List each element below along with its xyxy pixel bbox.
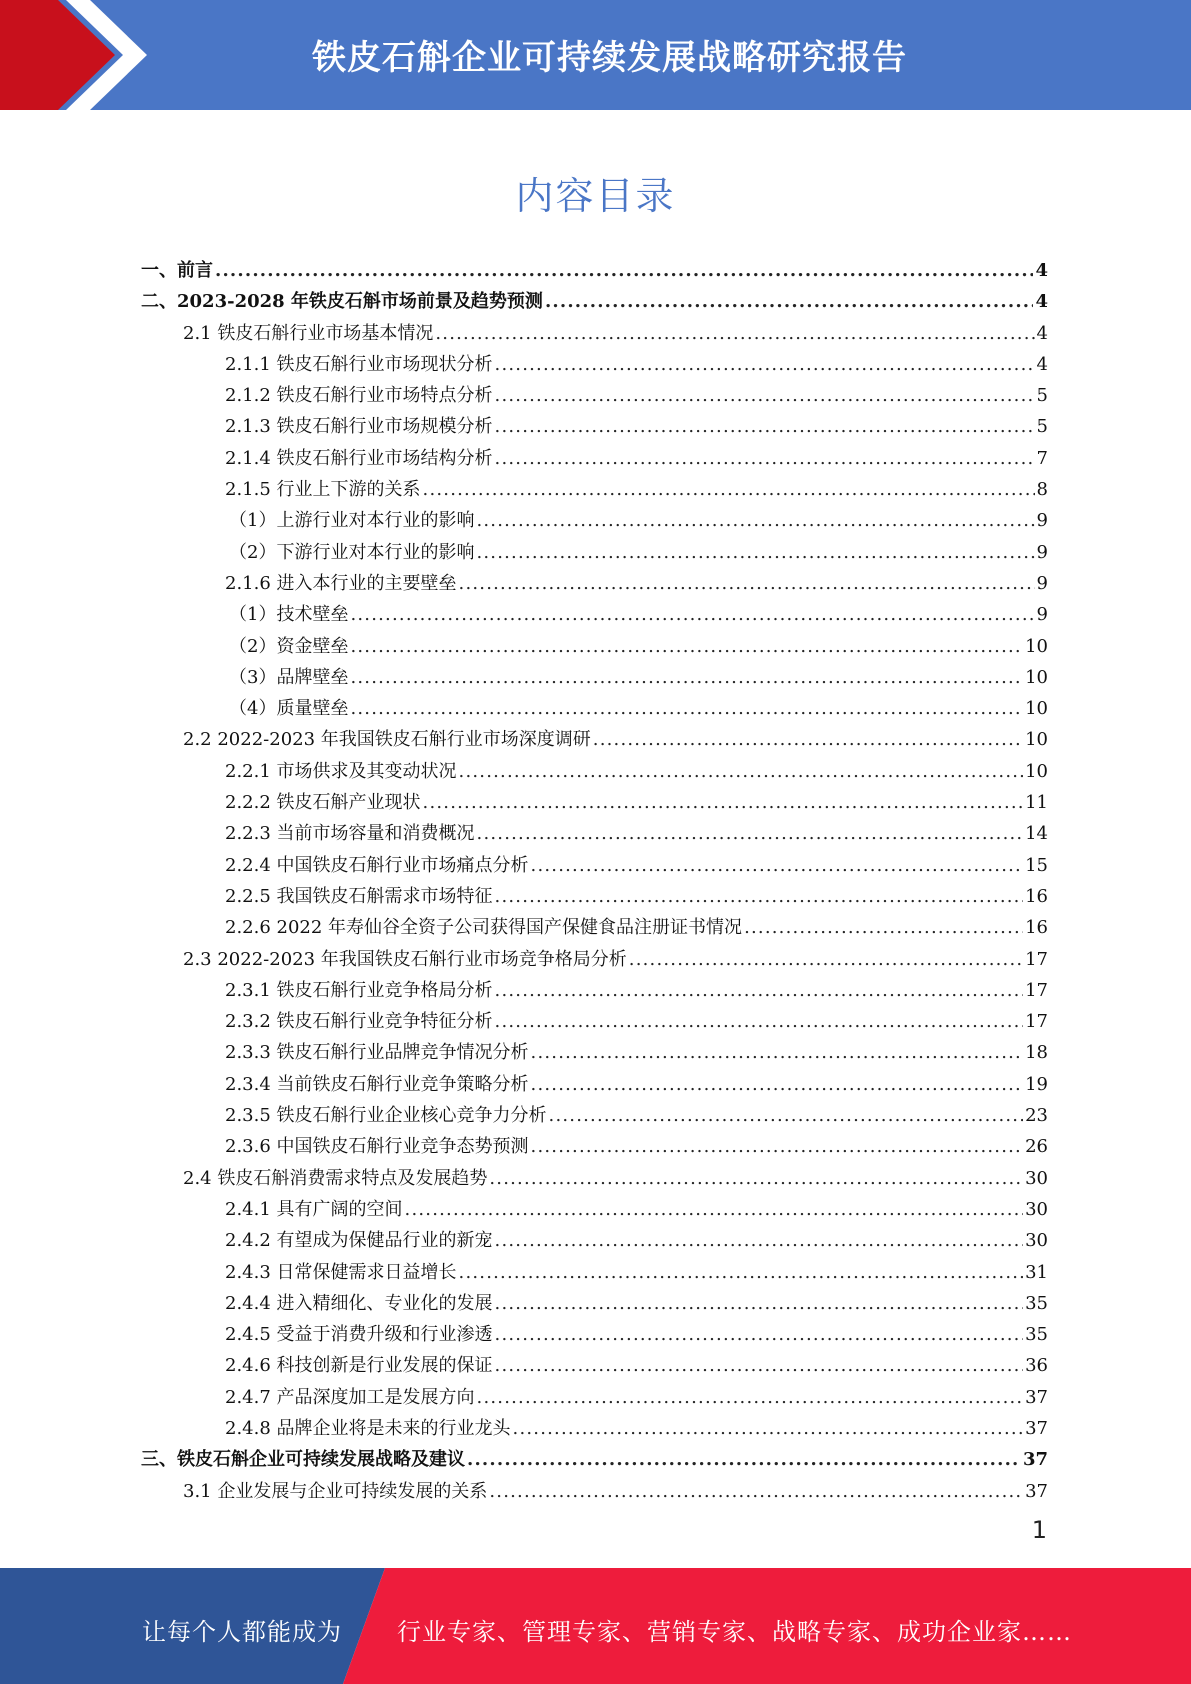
toc-entry[interactable] xyxy=(141,1069,1048,1100)
toc-entry-label: 一、前言 xyxy=(141,260,213,281)
toc-dot-leader xyxy=(495,443,1035,474)
toc-entry-label: 2.2.6 2022 年寿仙谷全资子公司获得国产保健食品注册证书情况 xyxy=(225,917,743,939)
toc-entry-page: 26 xyxy=(1025,1136,1048,1158)
toc-entry-page: 4 xyxy=(1036,322,1048,344)
toc-entry[interactable] xyxy=(141,443,1048,474)
toc-dot-leader xyxy=(405,1194,1024,1225)
toc-entry[interactable] xyxy=(141,474,1048,505)
toc-entry[interactable] xyxy=(141,1476,1048,1507)
toc-entry[interactable] xyxy=(141,1225,1048,1256)
toc-entry[interactable] xyxy=(141,1350,1048,1381)
toc-entry-label: 二、2023-2028 年铁皮石斛市场前景及趋势预测 xyxy=(141,291,543,313)
toc-entry-label: 2.1 铁皮石斛行业市场基本情况 xyxy=(183,322,434,344)
toc-entry-label: 2.1.3 铁皮石斛行业市场规模分析 xyxy=(225,416,493,438)
toc-entry-label: 2.3.3 铁皮石斛行业品牌竞争情况分析 xyxy=(225,1042,529,1064)
toc-dot-leader xyxy=(477,818,1024,849)
toc-dot-leader xyxy=(423,787,1024,818)
toc-entry[interactable] xyxy=(141,662,1048,693)
toc-entry-label: 2.4.8 品牌企业将是未来的行业龙头 xyxy=(225,1417,511,1439)
footer-slogan-right: 行业专家、管理专家、营销专家、战略专家、成功企业家…… xyxy=(397,1618,1072,1646)
toc-dot-leader xyxy=(489,1163,1023,1194)
toc-entry[interactable] xyxy=(141,881,1048,912)
toc-dot-leader xyxy=(459,568,1035,599)
toc-entry-label: 2.3.2 铁皮石斛行业竞争特征分析 xyxy=(225,1011,493,1033)
toc-entry-page: 16 xyxy=(1025,885,1048,907)
toc-entry-label: 2.4.5 受益于消费升级和行业渗透 xyxy=(225,1324,493,1346)
toc-entry-label: 2.2.1 市场供求及其变动状况 xyxy=(225,760,457,782)
toc-entry[interactable] xyxy=(141,944,1048,975)
toc-entry-label: 2.3.5 铁皮石斛行业企业核心竞争力分析 xyxy=(225,1105,547,1127)
toc-entry-page: 19 xyxy=(1025,1073,1048,1095)
toc-entry[interactable] xyxy=(141,1413,1048,1444)
toc-entry-label: 2.4.6 科技创新是行业发展的保证 xyxy=(225,1355,493,1377)
toc-entry-page: 4 xyxy=(1035,260,1048,281)
toc-dot-leader xyxy=(545,286,1034,317)
toc-entry-label: 2.2.5 我国铁皮石斛需求市场特征 xyxy=(225,885,493,907)
toc-dot-leader xyxy=(593,724,1023,755)
toc-entry-label: 2.1.5 行业上下游的关系 xyxy=(225,479,421,501)
toc-entry-page: 37 xyxy=(1025,1386,1048,1408)
toc-entry[interactable] xyxy=(141,318,1048,349)
toc-entry-label: （2）下游行业对本行业的影响 xyxy=(229,541,475,563)
toc-entry-page: 9 xyxy=(1036,541,1048,563)
toc-dot-leader xyxy=(489,1476,1023,1507)
toc-dot-leader xyxy=(350,693,1023,724)
toc-entry[interactable] xyxy=(141,975,1048,1006)
toc-entry-page: 37 xyxy=(1025,1417,1048,1439)
toc-dot-leader xyxy=(495,1006,1024,1037)
toc-entry[interactable] xyxy=(141,537,1048,568)
toc-heading: 内容目录 xyxy=(515,174,676,218)
toc-entry[interactable] xyxy=(141,1257,1048,1288)
toc-dot-leader xyxy=(531,850,1024,881)
toc-entry-page: 10 xyxy=(1025,729,1048,751)
toc-entry-label: 2.1.1 铁皮石斛行业市场现状分析 xyxy=(225,353,493,375)
toc-entry[interactable] xyxy=(141,1288,1048,1319)
toc-entry[interactable] xyxy=(141,756,1048,787)
toc-entry-page: 7 xyxy=(1036,447,1048,469)
toc-entry-label: 2.1.4 铁皮石斛行业市场结构分析 xyxy=(225,447,493,469)
toc-entry-page: 36 xyxy=(1025,1355,1048,1377)
toc-entry-label: 2.3.6 中国铁皮石斛行业竞争态势预测 xyxy=(225,1136,529,1158)
toc-entry[interactable] xyxy=(141,1319,1048,1350)
toc-entry-page: 4 xyxy=(1036,353,1048,375)
toc-dot-leader xyxy=(435,318,1034,349)
toc-dot-leader xyxy=(629,944,1023,975)
toc-entry[interactable] xyxy=(141,1100,1048,1131)
toc-entry-page: 30 xyxy=(1025,1230,1048,1252)
toc-entry-page: 5 xyxy=(1036,385,1048,407)
toc-entry-label: 2.3.1 铁皮石斛行业竞争格局分析 xyxy=(225,979,493,1001)
toc-dot-leader xyxy=(476,537,1034,568)
toc-entry-label: 2.1.6 进入本行业的主要壁垒 xyxy=(225,572,457,594)
toc-entry-label: 三、铁皮石斛企业可持续发展战略及建议 xyxy=(141,1449,465,1471)
toc-entry-page: 10 xyxy=(1025,666,1048,688)
toc-dot-leader xyxy=(495,349,1035,380)
toc-dot-leader xyxy=(513,1413,1024,1444)
toc-entry[interactable] xyxy=(141,1382,1048,1413)
toc-entry-page: 23 xyxy=(1025,1105,1048,1127)
toc-entry-label: 2.4.2 有望成为保健品行业的新宠 xyxy=(225,1230,493,1252)
toc-entry-page: 4 xyxy=(1035,291,1048,313)
toc-dot-leader xyxy=(495,881,1024,912)
toc-entry-label: 2.2.4 中国铁皮石斛行业市场痛点分析 xyxy=(225,854,529,876)
toc-dot-leader xyxy=(495,380,1035,411)
toc-dot-leader xyxy=(531,1131,1024,1162)
header-banner xyxy=(0,0,1191,110)
toc-entry[interactable] xyxy=(141,1131,1048,1162)
toc-entry[interactable] xyxy=(141,912,1048,943)
toc-dot-leader xyxy=(495,411,1035,442)
toc-dot-leader xyxy=(531,1069,1024,1100)
toc-entry-label: 2.1.2 铁皮石斛行业市场特点分析 xyxy=(225,385,493,407)
toc-entry[interactable] xyxy=(141,411,1048,442)
toc-entry-page: 30 xyxy=(1025,1198,1048,1220)
toc-dot-leader xyxy=(495,1225,1024,1256)
toc-entry-page: 16 xyxy=(1025,917,1048,939)
toc-dot-leader xyxy=(476,505,1034,536)
toc-entry-page: 10 xyxy=(1025,760,1048,782)
toc-entry-page: 9 xyxy=(1036,510,1048,532)
toc-entry[interactable] xyxy=(141,1444,1048,1475)
toc-entry-page: 37 xyxy=(1022,1449,1048,1471)
table-of-contents xyxy=(141,255,1048,1507)
toc-dot-leader xyxy=(350,631,1023,662)
toc-entry[interactable] xyxy=(141,286,1048,317)
toc-dot-leader xyxy=(459,1257,1024,1288)
page-number: 1 xyxy=(1031,1516,1047,1544)
report-title: 铁皮石斛企业可持续发展战略研究报告 xyxy=(312,38,907,78)
toc-dot-leader xyxy=(467,1444,1021,1475)
toc-entry-label: （1）技术壁垒 xyxy=(229,604,349,626)
toc-entry[interactable] xyxy=(141,1006,1048,1037)
toc-entry-page: 35 xyxy=(1025,1324,1048,1346)
toc-entry-label: 3.1 企业发展与企业可持续发展的关系 xyxy=(183,1480,488,1502)
toc-entry-label: 2.3.4 当前铁皮石斛行业竞争策略分析 xyxy=(225,1073,529,1095)
toc-entry[interactable] xyxy=(141,568,1048,599)
toc-entry-label: 2.2.3 当前市场容量和消费概况 xyxy=(225,823,475,845)
toc-entry-label: 2.2.2 铁皮石斛产业现状 xyxy=(225,792,421,814)
toc-entry[interactable] xyxy=(141,1194,1048,1225)
toc-entry-label: 2.4 铁皮石斛消费需求特点及发展趋势 xyxy=(183,1167,488,1189)
toc-entry[interactable] xyxy=(141,818,1048,849)
toc-entry-label: （3）品牌壁垒 xyxy=(229,666,349,688)
toc-dot-leader xyxy=(744,912,1023,943)
toc-entry-label: 2.4.4 进入精细化、专业化的发展 xyxy=(225,1292,493,1314)
toc-entry-page: 10 xyxy=(1025,698,1048,720)
toc-dot-leader xyxy=(549,1100,1024,1131)
toc-entry-page: 37 xyxy=(1025,1480,1048,1502)
toc-dot-leader xyxy=(477,1382,1024,1413)
toc-entry[interactable] xyxy=(141,787,1048,818)
toc-entry-page: 30 xyxy=(1025,1167,1048,1189)
toc-entry[interactable] xyxy=(141,724,1048,755)
toc-entry-page: 9 xyxy=(1036,572,1048,594)
toc-entry-label: 2.4.7 产品深度加工是发展方向 xyxy=(225,1386,475,1408)
toc-entry[interactable] xyxy=(141,599,1048,630)
toc-entry-page: 18 xyxy=(1025,1042,1048,1064)
toc-entry[interactable] xyxy=(141,505,1048,536)
toc-entry-page: 10 xyxy=(1025,635,1048,657)
toc-entry-page: 17 xyxy=(1025,1011,1048,1033)
toc-entry-page: 17 xyxy=(1025,948,1048,970)
toc-entry-page: 5 xyxy=(1036,416,1048,438)
toc-dot-leader xyxy=(531,1037,1024,1068)
toc-entry-page: 14 xyxy=(1025,823,1048,845)
footer-slogan-left: 让每个人都能成为 xyxy=(142,1618,342,1646)
toc-dot-leader xyxy=(495,1288,1024,1319)
toc-entry[interactable] xyxy=(141,631,1048,662)
toc-entry-label: 2.4.3 日常保健需求日益增长 xyxy=(225,1261,457,1283)
toc-entry-label: 2.2 2022-2023 年我国铁皮石斛行业市场深度调研 xyxy=(183,729,591,751)
toc-entry[interactable] xyxy=(141,255,1048,286)
toc-entry-page: 8 xyxy=(1036,479,1048,501)
toc-entry-page: 17 xyxy=(1025,979,1048,1001)
toc-dot-leader xyxy=(350,599,1034,630)
toc-entry[interactable] xyxy=(141,349,1048,380)
toc-entry-page: 15 xyxy=(1025,854,1048,876)
toc-entry[interactable] xyxy=(141,380,1048,411)
toc-entry-label: 2.4.1 具有广阔的空间 xyxy=(225,1198,403,1220)
toc-entry-page: 35 xyxy=(1025,1292,1048,1314)
toc-dot-leader xyxy=(215,255,1033,286)
toc-entry-page: 31 xyxy=(1025,1261,1048,1283)
toc-entry-label: 2.3 2022-2023 年我国铁皮石斛行业市场竞争格局分析 xyxy=(183,948,627,970)
toc-entry-page: 9 xyxy=(1036,604,1048,626)
toc-dot-leader xyxy=(495,1350,1024,1381)
toc-entry-page: 11 xyxy=(1025,792,1048,814)
footer-banner xyxy=(0,1568,1191,1684)
toc-dot-leader xyxy=(423,474,1035,505)
toc-entry[interactable] xyxy=(141,693,1048,724)
toc-entry-label: （4）质量壁垒 xyxy=(229,698,349,720)
toc-entry[interactable] xyxy=(141,1163,1048,1194)
toc-dot-leader xyxy=(350,662,1023,693)
toc-dot-leader xyxy=(495,975,1024,1006)
toc-dot-leader xyxy=(495,1319,1024,1350)
toc-entry[interactable] xyxy=(141,850,1048,881)
toc-entry[interactable] xyxy=(141,1037,1048,1068)
toc-entry-label: （2）资金壁垒 xyxy=(229,635,349,657)
toc-entry-label: （1）上游行业对本行业的影响 xyxy=(229,510,475,532)
toc-dot-leader xyxy=(459,756,1024,787)
